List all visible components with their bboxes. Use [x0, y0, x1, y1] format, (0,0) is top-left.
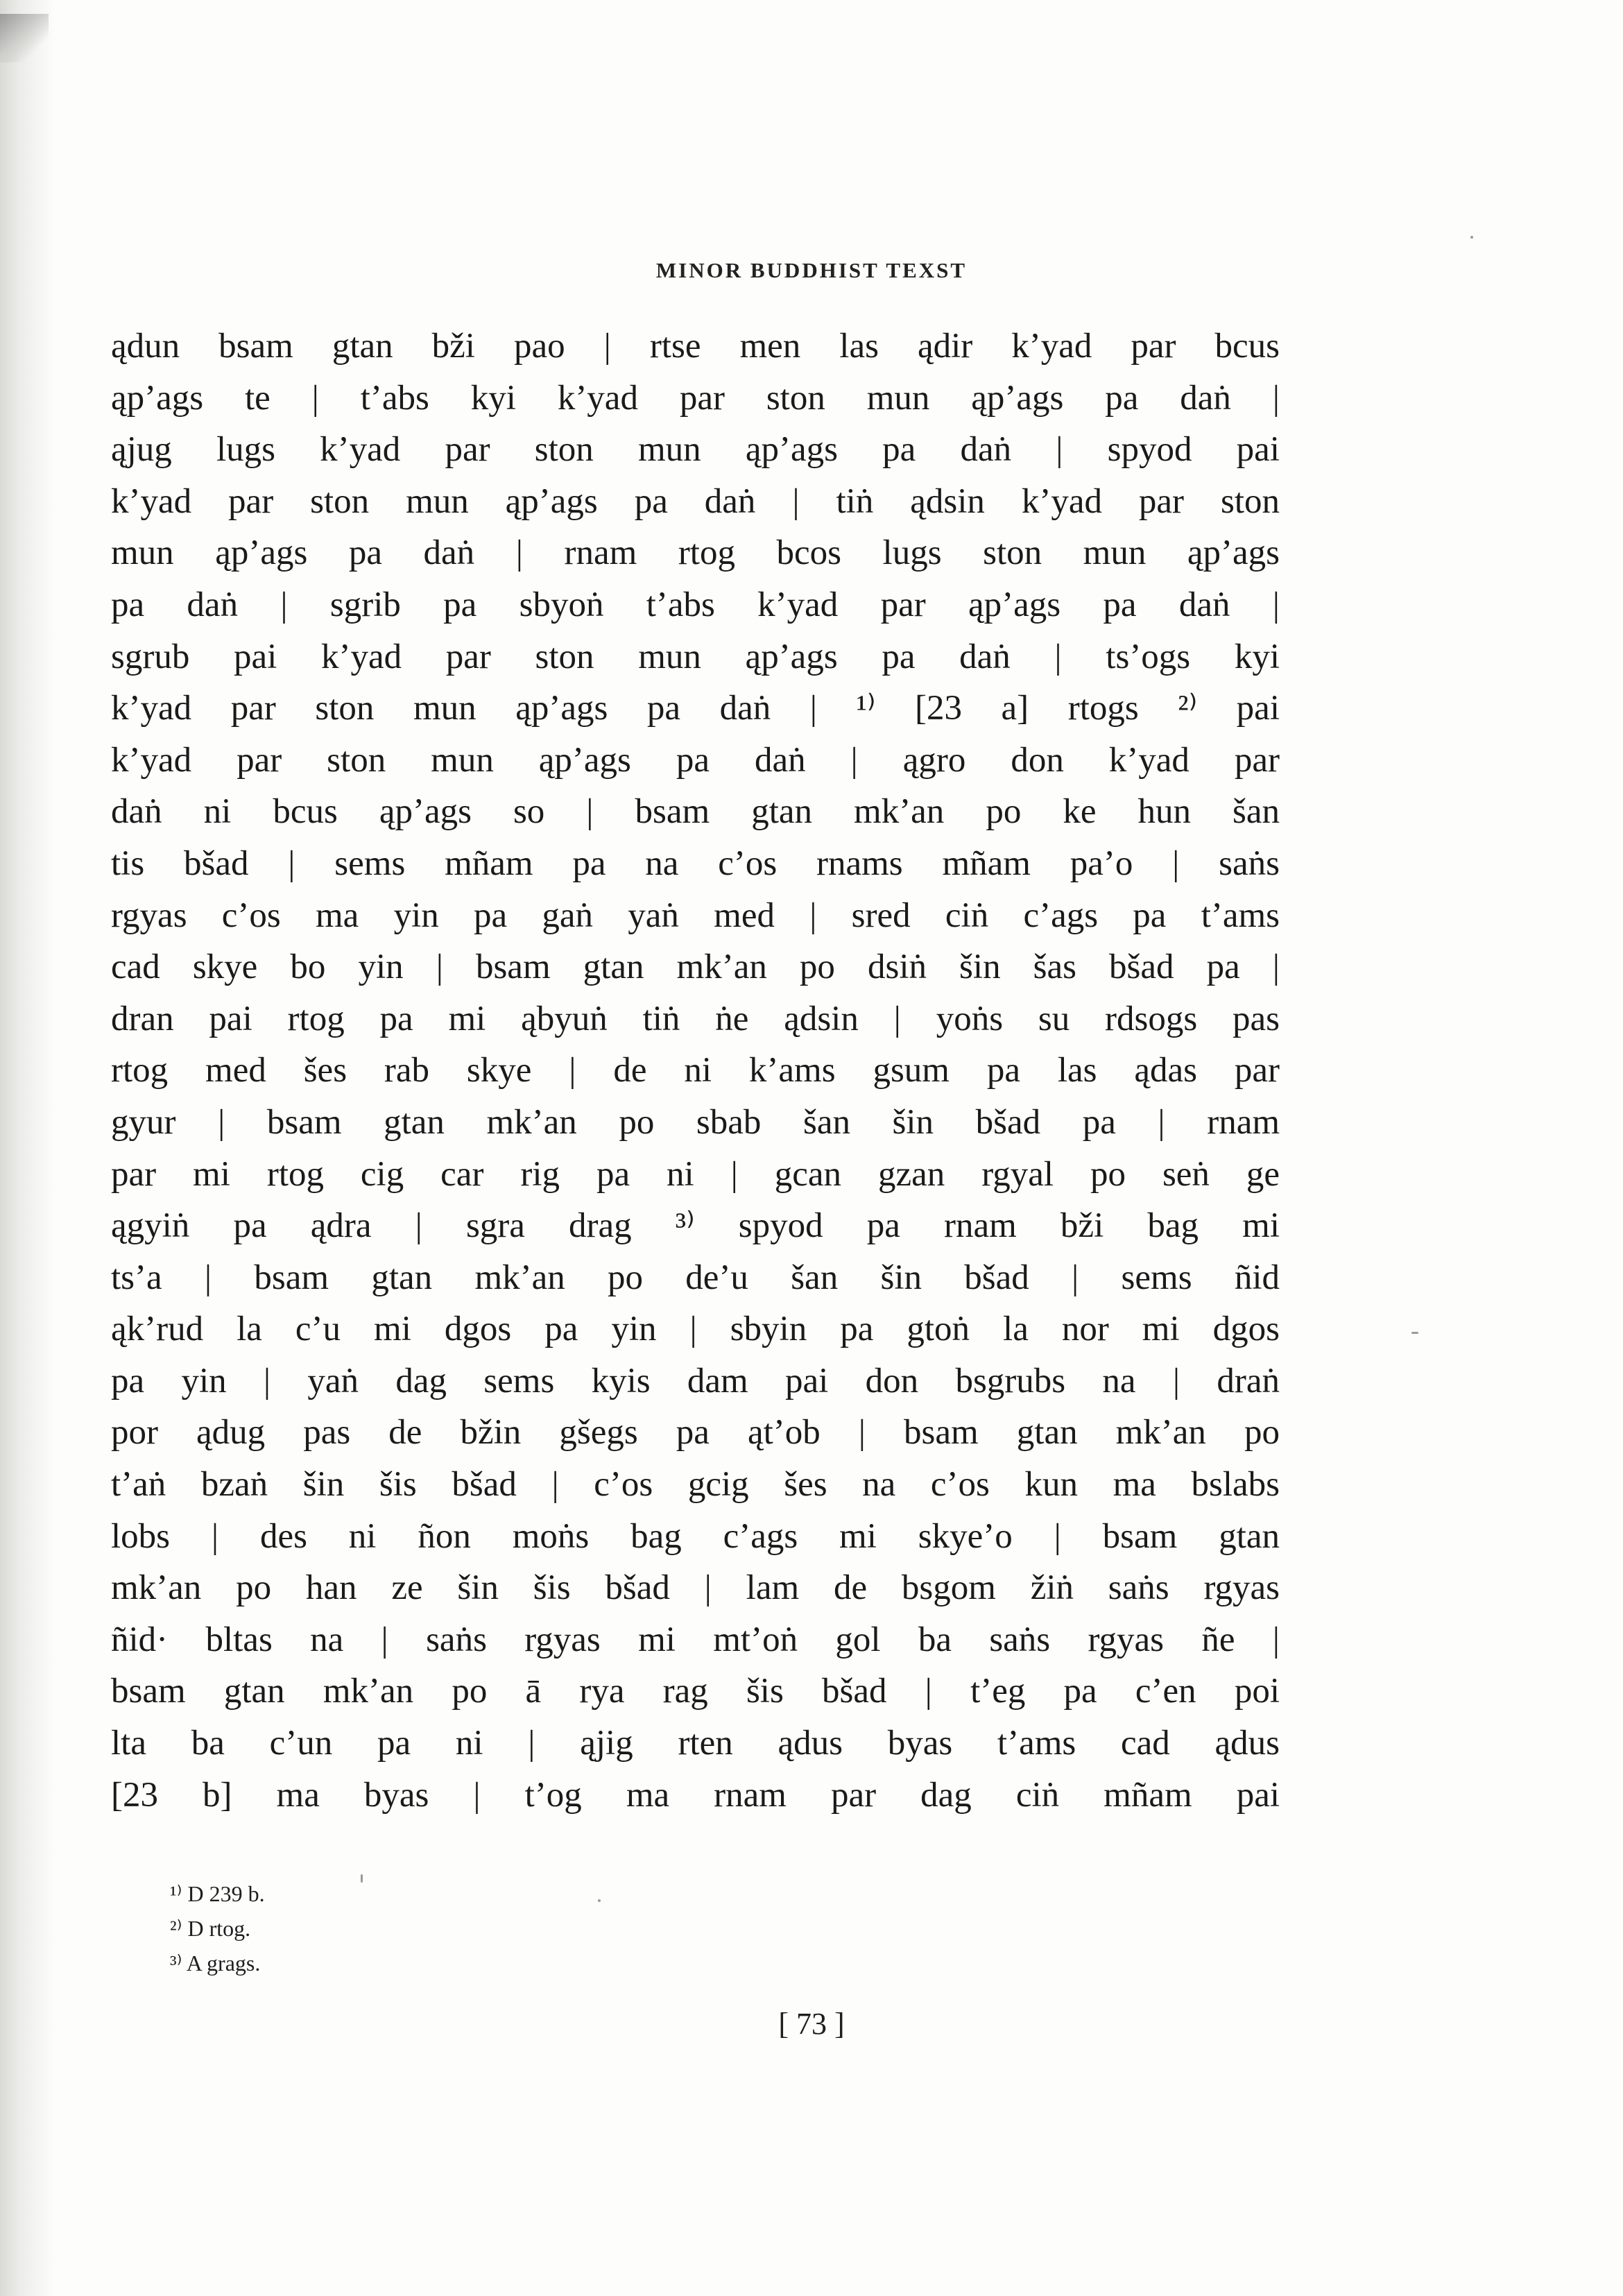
text-line: k’yad par ston mun ąp’ags pa daṅ | ¹⁾ [23 a] rtogs ²⁾ pai — [111, 689, 1280, 728]
text-line: k’yad par ston mun ąp’ags pa daṅ | tiṅ ądsin k’yad par ston — [111, 481, 1280, 521]
scan-speck — [361, 1874, 363, 1883]
text-line: cad skye bo yin | bsam gtan mk’an po dsiṅ šin šas bšad pa | — [111, 948, 1280, 987]
text-line: ągyiṅ pa ądra | sgra drag ³⁾ spyod pa rnam bži bag mi — [111, 1206, 1280, 1246]
text-line: ñid· bltas na | saṅs rgyas mi mt’oṅ gol ba saṅs rgyas ñe | — [111, 1620, 1280, 1659]
text-line: ąjug lugs k’yad par ston mun ąp’ags pa daṅ | spyod pai — [111, 430, 1280, 470]
text-line: ąk’rud la c’u mi dgos pa yin | sbyin pa gtoṅ la nor mi dgos — [111, 1310, 1280, 1349]
page-corner-shadow — [0, 14, 49, 62]
text-line: daṅ ni bcus ąp’ags so | bsam gtan mk’an po ke hun šan — [111, 792, 1280, 832]
page-number: [ 73 ] — [778, 2007, 845, 2041]
text-line: t’aṅ bzaṅ šin šis bšad | c’os gcig šes na c’os kun ma bslabs — [111, 1465, 1280, 1505]
footnotes — [170, 1876, 725, 1980]
text-line: rgyas c’os ma yin pa gaṅ yaṅ med | sred ciṅ c’ags pa t’ams — [111, 896, 1280, 935]
text-line: [23 b] ma byas | t’og ma rnam par dag ciṅ mñam pai — [111, 1775, 1280, 1815]
text-line: sgrub pai k’yad par ston mun ąp’ags pa daṅ | ts’ogs kyi — [111, 637, 1280, 676]
text-line: mun ąp’ags pa daṅ | rnam rtog bcos lugs ston mun ąp’ags — [111, 533, 1280, 573]
scan-speck — [598, 1899, 601, 1902]
text-line: dran pai rtog pa mi ąbyuṅ tiṅ ṅe ądsin | yoṅs su rdsogs pas — [111, 999, 1280, 1038]
running-head: MINOR BUDDHIST TEXST — [655, 258, 968, 282]
text-line: ąp’ags te | t’abs kyi k’yad par ston mun ąp’ags pa daṅ | — [111, 378, 1280, 418]
footnote: ¹⁾ D 239 b. — [170, 1881, 265, 1906]
scan-speck — [1411, 1332, 1418, 1334]
text-line: tis bšad | sems mñam pa na c’os rnams mñam pa’o | saṅs — [111, 843, 1280, 883]
text-line: ądun bsam gtan bži pao | rtse men las ądir k’yad par bcus — [111, 327, 1280, 366]
text-line: ts’a | bsam gtan mk’an po de’u šan šin bšad | sems ñid — [111, 1258, 1280, 1297]
text-line: k’yad par ston mun ąp’ags pa daṅ | ągro don k’yad par — [111, 740, 1280, 780]
text-line: rtog med šes rab skye | de ni k’ams gsum pa las ądas par — [111, 1051, 1280, 1090]
footnote: ³⁾ A grags. — [170, 1951, 261, 1976]
text-line: pa yin | yaṅ dag sems kyis dam pai don bsgrubs na | draṅ — [111, 1361, 1280, 1400]
footnote: ²⁾ D rtog. — [170, 1916, 251, 1941]
body-text — [111, 320, 1280, 1821]
text-line: bsam gtan mk’an po ā rya rag šis bšad | t’eg pa c’en poi — [111, 1672, 1280, 1711]
text-line: lobs | des ni ñon moṅs bag c’ags mi skye’o | bsam gtan — [111, 1516, 1280, 1556]
text-line: lta ba c’un pa ni | ąjig rten ądus byas t’ams cad ądus — [111, 1724, 1280, 1763]
text-line: gyur | bsam gtan mk’an po sbab šan šin bšad pa | rnam — [111, 1102, 1280, 1142]
text-line: por ądug pas de bžin gšegs pa ąt’ob | bsam gtan mk’an po — [111, 1413, 1280, 1453]
text-line: mk’an po han ze šin šis bšad | lam de bsgom žiṅ saṅs rgyas — [111, 1568, 1280, 1608]
text-line: par mi rtog cig car rig pa ni | gcan gzan rgyal po seṅ ge — [111, 1154, 1280, 1194]
page-edge-shadow — [0, 0, 55, 2296]
text-line: pa daṅ | sgrib pa sbyoṅ t’abs k’yad par ąp’ags pa daṅ | — [111, 585, 1280, 624]
scan-speck — [1470, 236, 1473, 239]
